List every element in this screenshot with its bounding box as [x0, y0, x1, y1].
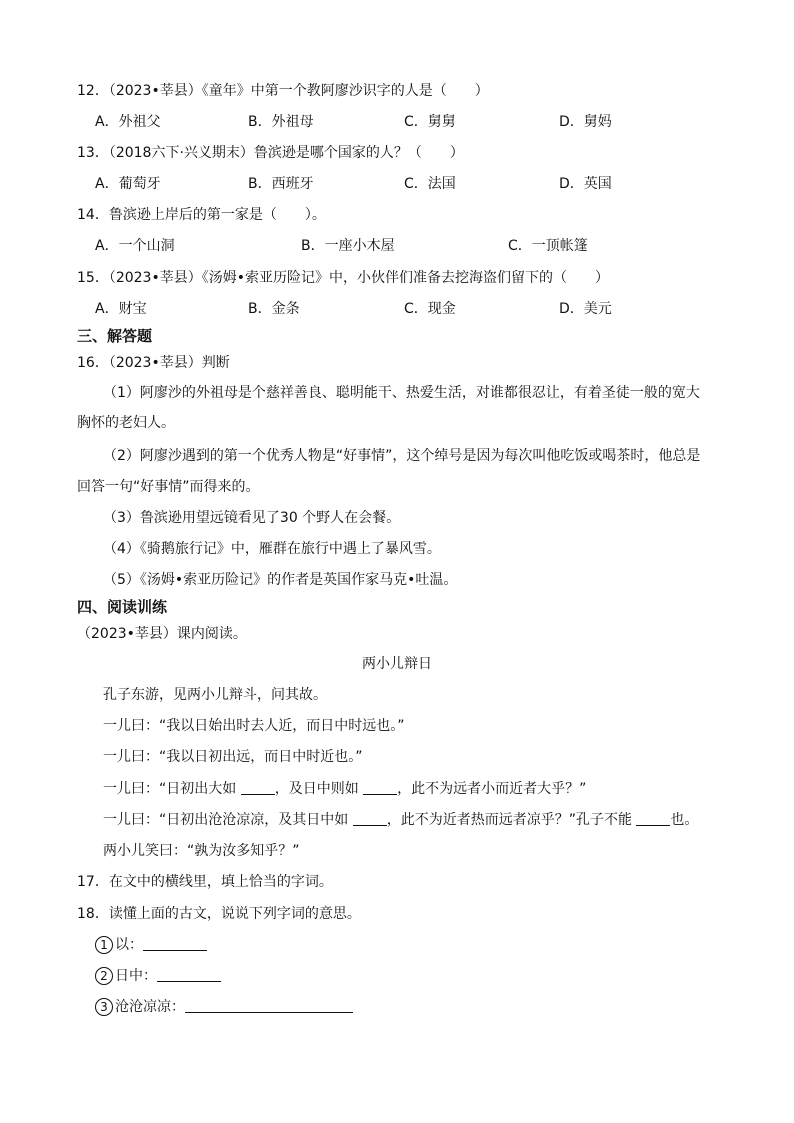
question-16-stem: 16．（2023•莘县）判断	[77, 355, 230, 371]
question-15-option-b: B．金条	[248, 301, 300, 317]
question-13-option-d: D．英国	[559, 176, 612, 192]
section-3-heading: 三、解答题	[77, 327, 153, 345]
blank-3[interactable]	[353, 811, 387, 826]
blank-1[interactable]	[241, 780, 275, 795]
question-12-option-c: C．舅舅	[404, 114, 456, 130]
circled-number-3: 3	[95, 998, 113, 1016]
question-18-stem: 18．读懂上面的古文，说说下列字词的意思。	[77, 906, 361, 922]
passage-line-5-part-3: 也。	[670, 812, 699, 828]
question-15-stem: 15．（2023•莘县）《汤姆•索亚历险记》中，小伙伴们准备去挖海盗们留下的（ ）	[77, 270, 609, 286]
section-4-heading: 四、阅读训练	[77, 598, 168, 616]
circled-number-1: 1	[95, 936, 113, 954]
passage-line-6: 两小儿笑曰：“孰为汝多知乎？”	[103, 843, 300, 859]
question-16-item-5: （5）《汤姆•索亚历险记》的作者是英国作家马克•吐温。	[103, 572, 458, 588]
passage-line-4-part-2: ，及日中则如	[274, 781, 364, 797]
passage-line-5-part-2: ，此不为近者热而远者凉乎？”孔子不能	[386, 812, 637, 828]
passage-line-2: 一儿曰：“我以日始出时去人近，而日中时远也。”	[103, 718, 405, 734]
passage-title: 两小儿辩日	[362, 656, 432, 672]
question-16-item-4: （4）《骑鹅旅行记》中，雁群在旅行中遇上了暴风雪。	[103, 541, 441, 557]
answer-line-2[interactable]	[157, 967, 221, 982]
question-18-item-2-label: 日中：	[115, 968, 157, 984]
passage-line-4-part-1: 一儿曰：“日初出大如	[103, 781, 241, 797]
blank-4[interactable]	[636, 811, 670, 826]
question-18-item-1	[95, 935, 207, 955]
reading-intro: （2023•莘县）课内阅读。	[77, 626, 247, 642]
question-18-item-3-label: 沧沧凉凉：	[115, 999, 185, 1015]
question-12-option-d: D．舅妈	[559, 114, 612, 130]
question-17-stem: 17．在文中的横线里，填上恰当的字词。	[77, 874, 333, 890]
blank-2[interactable]	[363, 780, 397, 795]
question-18-item-3	[95, 997, 353, 1017]
question-16-item-2-cont: 回答一句“好事情”而得来的。	[77, 479, 260, 495]
answer-line-1[interactable]	[143, 936, 207, 951]
question-14-option-c: C．一顶帐篷	[508, 238, 588, 254]
question-16-item-3: （3）鲁滨逊用望远镜看见了30 个野人在会餐。	[103, 510, 401, 526]
question-13-option-b: B．西班牙	[248, 176, 314, 192]
question-12-option-a: A．外祖父	[95, 114, 161, 130]
question-14-stem: 14．鲁滨逊上岸后的第一家是（ ）。	[77, 207, 326, 223]
question-13-stem: 13．（2018六下·兴义期末）鲁滨逊是哪个国家的人？（ ）	[77, 145, 464, 161]
question-16-item-1: （1）阿廖沙的外祖母是个慈祥善良、聪明能干、热爱生活，对谁都很忍让，有着圣徒一般的宽大	[103, 385, 700, 401]
question-18-item-1-label: 以：	[115, 937, 143, 953]
passage-line-4	[103, 779, 586, 799]
answer-line-3[interactable]	[185, 998, 353, 1013]
question-15-option-c: C．现金	[404, 301, 456, 317]
question-12-option-b: B．外祖母	[248, 114, 314, 130]
circled-number-2: 2	[95, 967, 113, 985]
passage-line-5	[103, 810, 698, 830]
question-15-option-d: D．美元	[559, 301, 612, 317]
question-18-item-2	[95, 966, 221, 986]
question-15-option-a: A．财宝	[95, 301, 147, 317]
passage-line-4-part-3: ，此不为远者小而近者大乎？”	[397, 781, 587, 797]
passage-line-1: 孔子东游，见两小儿辩斗，问其故。	[103, 687, 327, 703]
question-13-option-a: A．葡萄牙	[95, 176, 161, 192]
question-14-option-b: B．一座小木屋	[301, 238, 395, 254]
passage-line-5-part-1: 一儿曰：“日初出沧沧凉凉，及其日中如	[103, 812, 353, 828]
question-14-option-a: A．一个山洞	[95, 238, 175, 254]
question-16-item-1-cont: 胸怀的老妇人。	[77, 415, 175, 431]
question-12-stem: 12．（2023•莘县）《童年》中第一个教阿廖沙识字的人是（ ）	[77, 83, 489, 99]
question-16-item-2: （2）阿廖沙遇到的第一个优秀人物是“好事情”，这个绰号是因为每次叫他吃饭或喝茶时，他总是	[103, 448, 701, 464]
question-13-option-c: C．法国	[404, 176, 456, 192]
passage-line-3: 一儿曰：“我以日初出远，而日中时近也。”	[103, 749, 363, 765]
